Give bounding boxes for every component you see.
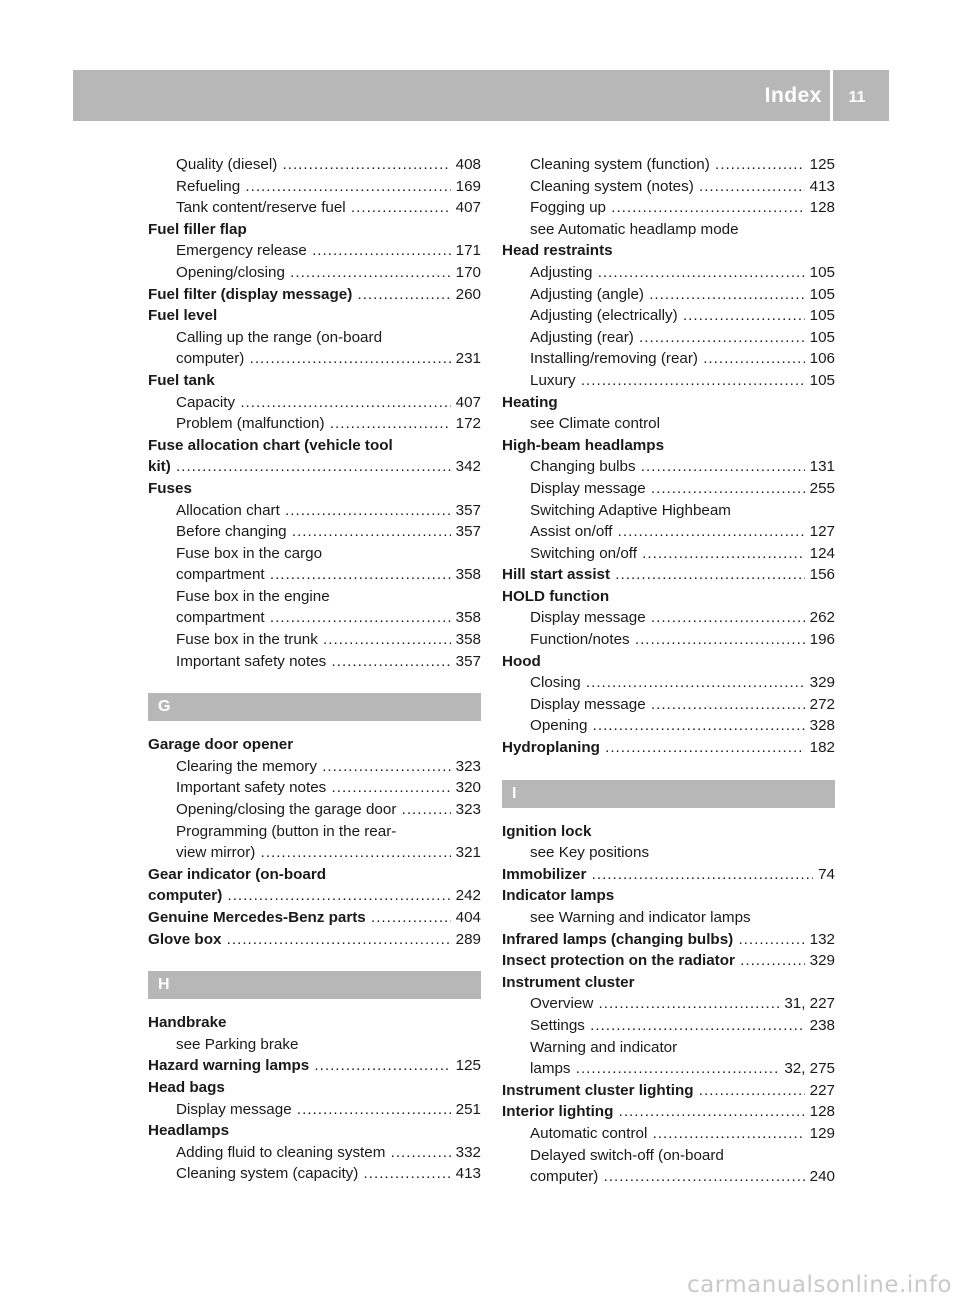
- entry-page-number[interactable]: 242: [451, 885, 481, 907]
- index-subentry: [502, 1145, 835, 1167]
- index-column-right: [502, 154, 835, 1188]
- entry-page-number[interactable]: 128: [805, 1101, 835, 1123]
- entry-text: Overview .....: [530, 995, 835, 1012]
- entry-page-number[interactable]: 357: [451, 500, 481, 522]
- index-subentry[interactable]: [502, 348, 835, 370]
- index-subentry[interactable]: [148, 176, 481, 198]
- entry-text: Changing bulbs .....: [530, 458, 835, 475]
- index-subentry: [502, 1037, 835, 1059]
- section-header: I: [502, 780, 835, 808]
- entry-page-number[interactable]: 105: [805, 262, 835, 284]
- entry-text: Adjusting (electrically) .....: [530, 307, 835, 324]
- entry-text: compartment .....: [176, 566, 481, 583]
- entry-page-number[interactable]: 105: [805, 305, 835, 327]
- entry-text: Adjusting .....: [530, 264, 835, 281]
- index-subentry[interactable]: [502, 305, 835, 327]
- index-entry: [148, 435, 481, 457]
- entry-page-number[interactable]: 251: [451, 1099, 481, 1121]
- index-entry: [502, 972, 835, 994]
- entry-page-number[interactable]: 105: [805, 284, 835, 306]
- entry-text: Instrument cluster lighting .....: [502, 1082, 835, 1099]
- index-subentry[interactable]: [148, 1142, 481, 1164]
- index-subentry[interactable]: [148, 1163, 481, 1185]
- entry-page-number[interactable]: 231: [451, 348, 481, 370]
- entry-text: Hill start assist .....: [502, 566, 835, 583]
- index-subentry: [148, 821, 481, 843]
- index-entry: [148, 1120, 481, 1142]
- index-subentry[interactable]: [502, 993, 835, 1015]
- index-subentry[interactable]: [502, 197, 835, 219]
- index-subentry: [502, 842, 835, 864]
- entry-text: Hazard warning lamps .....: [148, 1057, 481, 1074]
- page-header: [73, 70, 889, 121]
- entry-text: Fuse box in the engine: [176, 587, 330, 605]
- entry-text: Fuses: [148, 479, 192, 497]
- index-subentry[interactable]: [502, 1166, 835, 1188]
- entry-page-number[interactable]: 272: [805, 694, 835, 716]
- index-entry: [148, 1077, 481, 1099]
- entry-page-number[interactable]: 329: [805, 672, 835, 694]
- entry-text: Gear indicator (on-board: [148, 865, 327, 883]
- index-subentry[interactable]: [502, 543, 835, 565]
- entry-text: Opening .....: [530, 717, 835, 734]
- entry-text: Display message .....: [530, 480, 835, 497]
- entry-text: Problem (malfunction) .....: [176, 415, 481, 432]
- index-entry[interactable]: [502, 564, 835, 586]
- index-entry[interactable]: [502, 950, 835, 972]
- entry-text: Calling up the range (on-board: [176, 328, 383, 346]
- index-subentry[interactable]: [502, 607, 835, 629]
- entry-page-number[interactable]: 105: [805, 327, 835, 349]
- index-entry: [502, 586, 835, 608]
- header-title: Index: [764, 84, 822, 107]
- entry-page-number[interactable]: 156: [805, 564, 835, 586]
- entry-page-number[interactable]: 413: [805, 176, 835, 198]
- entry-page-number[interactable]: 255: [805, 478, 835, 500]
- index-subentry[interactable]: [502, 154, 835, 176]
- index-subentry[interactable]: [502, 284, 835, 306]
- index-subentry[interactable]: [502, 694, 835, 716]
- entry-text: Fogging up .....: [530, 199, 835, 216]
- index-subentry[interactable]: [502, 672, 835, 694]
- entry-text: Important safety notes .....: [176, 779, 481, 796]
- entry-page-number[interactable]: 260: [451, 284, 481, 306]
- entry-text: Luxury .....: [530, 372, 835, 389]
- entry-text: Fuel tank: [148, 371, 215, 389]
- index-entry: [502, 885, 835, 907]
- entry-page-number[interactable]: 170: [451, 262, 481, 284]
- entry-page-number[interactable]: 32, 275: [779, 1058, 835, 1080]
- entry-text: kit) .....: [148, 458, 481, 475]
- index-subentry[interactable]: [502, 456, 835, 478]
- index-subentry[interactable]: [148, 197, 481, 219]
- index-subentry[interactable]: [502, 262, 835, 284]
- watermark: carmanualsonline.info: [686, 1272, 952, 1298]
- entry-page-number[interactable]: 342: [451, 456, 481, 478]
- entry-page-number[interactable]: 129: [805, 1123, 835, 1145]
- entry-text: Headlamps: [148, 1122, 230, 1140]
- page-number: 11: [848, 89, 866, 106]
- entry-text: Handbrake: [148, 1014, 227, 1032]
- entry-page-number[interactable]: 182: [805, 737, 835, 759]
- entry-text: computer) .....: [530, 1168, 835, 1185]
- index-entry: [148, 478, 481, 500]
- entry-text: computer) .....: [176, 350, 481, 367]
- index-subentry: [148, 327, 481, 349]
- index-subentry[interactable]: [148, 842, 481, 864]
- index-subentry[interactable]: [502, 1015, 835, 1037]
- entry-page-number[interactable]: 238: [805, 1015, 835, 1037]
- entry-text: Fuse box in the cargo: [176, 544, 323, 562]
- index-subentry[interactable]: [148, 240, 481, 262]
- index-entry[interactable]: [502, 1101, 835, 1123]
- entry-text: see Key positions: [530, 844, 650, 862]
- entry-page-number[interactable]: 407: [451, 392, 481, 414]
- index-entry: [148, 370, 481, 392]
- entry-text: Infrared lamps (changing bulbs) .....: [502, 931, 835, 948]
- entry-page-number[interactable]: 105: [805, 370, 835, 392]
- entry-page-number[interactable]: 74: [813, 864, 835, 886]
- index-subentry[interactable]: [148, 521, 481, 543]
- index-subentry[interactable]: [502, 327, 835, 349]
- entry-page-number[interactable]: 358: [451, 564, 481, 586]
- index-entry[interactable]: [502, 929, 835, 951]
- index-subentry: [502, 500, 835, 522]
- entry-text: Fuse box in the trunk .....: [176, 631, 481, 648]
- entry-page-number[interactable]: 132: [805, 929, 835, 951]
- index-subentry[interactable]: [148, 1099, 481, 1121]
- entry-text: Hood: [502, 652, 541, 670]
- entry-text: Instrument cluster: [502, 973, 635, 991]
- entry-page-number[interactable]: 357: [451, 651, 481, 673]
- entry-text: Clearing the memory .....: [176, 758, 481, 775]
- index-subentry[interactable]: [148, 154, 481, 176]
- entry-text: Fuel level: [148, 307, 218, 325]
- entry-text: Warning and indicator: [530, 1038, 678, 1056]
- entry-text: Allocation chart .....: [176, 502, 481, 519]
- index-entry[interactable]: [148, 284, 481, 306]
- entry-page-number[interactable]: 196: [805, 629, 835, 651]
- entry-text: Interior lighting .....: [502, 1103, 835, 1120]
- index-entry: [502, 651, 835, 673]
- entry-text: Garage door opener: [148, 736, 294, 754]
- index-subentry[interactable]: [148, 500, 481, 522]
- entry-text: compartment .....: [176, 609, 481, 626]
- entry-text: Hydroplaning .....: [502, 739, 835, 756]
- entry-page-number[interactable]: 328: [805, 715, 835, 737]
- entry-text: see Warning and indicator lamps: [530, 909, 751, 926]
- index-subentry: [148, 586, 481, 608]
- entry-text: Function/notes .....: [530, 631, 835, 648]
- entry-page-number[interactable]: 323: [451, 756, 481, 778]
- index-subentry[interactable]: [502, 1123, 835, 1145]
- index-entry: [148, 305, 481, 327]
- entry-page-number[interactable]: 408: [451, 154, 481, 176]
- entry-text: see Parking brake: [176, 1035, 299, 1053]
- index-entry[interactable]: [148, 929, 481, 951]
- entry-text: Important safety notes .....: [176, 653, 481, 670]
- index-subentry: [148, 1034, 481, 1056]
- entry-page-number[interactable]: 323: [451, 799, 481, 821]
- entry-text: Installing/removing (rear) .....: [530, 350, 835, 367]
- index-entry[interactable]: [502, 737, 835, 759]
- entry-text: Delayed switch-off (on-board: [530, 1146, 724, 1164]
- entry-page-number[interactable]: 262: [805, 607, 835, 629]
- entry-page-number[interactable]: 128: [805, 197, 835, 219]
- entry-text: Insect protection on the radiator .....: [502, 952, 835, 969]
- entry-text: Adjusting (rear) .....: [530, 329, 835, 346]
- entry-page-number[interactable]: 227: [805, 1080, 835, 1102]
- entry-page-number[interactable]: 106: [805, 348, 835, 370]
- entry-text: Fuel filler flap: [148, 220, 247, 238]
- index-subentry[interactable]: [502, 370, 835, 392]
- entry-text: Cleaning system (notes) .....: [530, 178, 835, 195]
- entry-text: Heating: [502, 393, 558, 411]
- entry-text: see Automatic headlamp mode: [530, 220, 739, 238]
- index-subentry[interactable]: [502, 715, 835, 737]
- entry-page-number[interactable]: 358: [451, 607, 481, 629]
- index-entry: [502, 240, 835, 262]
- index-subentry[interactable]: [502, 521, 835, 543]
- entry-text: Cleaning system (capacity) .....: [176, 1165, 481, 1182]
- entry-text: Head bags: [148, 1078, 225, 1096]
- entry-page-number[interactable]: 404: [451, 907, 481, 929]
- entry-text: Quality (diesel) .....: [176, 156, 481, 173]
- entry-page-number[interactable]: 127: [805, 521, 835, 543]
- entry-text: High-beam headlamps: [502, 436, 665, 454]
- index-entry[interactable]: [148, 885, 481, 907]
- entry-text: Automatic control .....: [530, 1125, 835, 1142]
- index-subentry[interactable]: [148, 777, 481, 799]
- index-entry: [502, 821, 835, 843]
- entry-page-number[interactable]: 320: [451, 777, 481, 799]
- index-subentry[interactable]: [502, 1058, 835, 1080]
- index-entry[interactable]: [502, 864, 835, 886]
- index-subentry[interactable]: [502, 478, 835, 500]
- index-subentry: [148, 543, 481, 565]
- entry-text: see Climate control: [530, 415, 660, 433]
- entry-page-number[interactable]: 172: [451, 413, 481, 435]
- index-subentry[interactable]: [502, 176, 835, 198]
- entry-text: Assist on/off .....: [530, 523, 835, 540]
- index-subentry[interactable]: [148, 799, 481, 821]
- entry-text: Adjusting (angle) .....: [530, 286, 835, 303]
- index-subentry[interactable]: [148, 392, 481, 414]
- index-column-left: [148, 154, 481, 1185]
- entry-text: Switching Adaptive Highbeam: [530, 501, 731, 519]
- entry-page-number[interactable]: 407: [451, 197, 481, 219]
- index-entry: [502, 435, 835, 457]
- entry-text: Indicator lamps: [502, 887, 615, 905]
- section-header: H: [148, 971, 481, 999]
- entry-text: Adding fluid to cleaning system .....: [176, 1144, 481, 1161]
- entry-page-number[interactable]: 357: [451, 521, 481, 543]
- entry-text: Display message .....: [530, 696, 835, 713]
- index-subentry[interactable]: [148, 413, 481, 435]
- index-subentry: [502, 413, 835, 435]
- entry-text: Refueling .....: [176, 178, 481, 195]
- entry-page-number[interactable]: 240: [805, 1166, 835, 1188]
- entry-text: Display message .....: [176, 1101, 481, 1118]
- entry-page-number[interactable]: 125: [451, 1055, 481, 1077]
- entry-page-number[interactable]: 31, 227: [779, 993, 835, 1015]
- index-entry: [148, 219, 481, 241]
- index-subentry: [502, 219, 835, 241]
- entry-text: Switching on/off .....: [530, 545, 835, 562]
- entry-text: Closing .....: [530, 674, 835, 691]
- entry-page-number[interactable]: 332: [451, 1142, 481, 1164]
- index-entry[interactable]: [148, 907, 481, 929]
- entry-text: Opening/closing the garage door .....: [176, 801, 481, 818]
- index-entry[interactable]: [502, 1080, 835, 1102]
- entry-text: Immobilizer .....: [502, 866, 835, 883]
- index-entry[interactable]: [148, 456, 481, 478]
- entry-page-number[interactable]: 131: [805, 456, 835, 478]
- entry-page-number[interactable]: 329: [805, 950, 835, 972]
- entry-text: Opening/closing .....: [176, 264, 481, 281]
- index-subentry[interactable]: [502, 629, 835, 651]
- entry-text: computer) .....: [148, 887, 481, 904]
- entry-page-number[interactable]: 289: [451, 929, 481, 951]
- entry-page-number[interactable]: 169: [451, 176, 481, 198]
- entry-text: Emergency release .....: [176, 242, 481, 259]
- entry-page-number[interactable]: 321: [451, 842, 481, 864]
- entry-text: Display message .....: [530, 609, 835, 626]
- entry-page-number[interactable]: 413: [451, 1163, 481, 1185]
- index-subentry: [502, 907, 835, 929]
- index-subentry[interactable]: [148, 607, 481, 629]
- entry-text: Glove box .....: [148, 931, 481, 948]
- index-subentry[interactable]: [148, 756, 481, 778]
- index-subentry[interactable]: [148, 564, 481, 586]
- entry-text: Settings .....: [530, 1017, 835, 1034]
- index-subentry[interactable]: [148, 348, 481, 370]
- entry-text: lamps .....: [530, 1060, 835, 1077]
- index-entry: [502, 392, 835, 414]
- entry-text: Head restraints: [502, 242, 613, 260]
- index-entry: [148, 734, 481, 756]
- entry-text: Fuel filter (display message) .....: [148, 286, 481, 303]
- index-entry: [148, 864, 481, 886]
- entry-text: HOLD function: [502, 587, 610, 605]
- index-subentry[interactable]: [148, 651, 481, 673]
- entry-page-number[interactable]: 124: [805, 543, 835, 565]
- entry-page-number[interactable]: 125: [805, 154, 835, 176]
- section-header: G: [148, 693, 481, 721]
- entry-text: Capacity .....: [176, 394, 481, 411]
- index-entry: [148, 1012, 481, 1034]
- entry-text: Programming (button in the rear-: [176, 822, 397, 840]
- entry-text: view mirror) .....: [176, 844, 481, 861]
- entry-page-number[interactable]: 358: [451, 629, 481, 651]
- index-subentry[interactable]: [148, 262, 481, 284]
- entry-text: Fuse allocation chart (vehicle tool: [148, 436, 393, 454]
- index-entry[interactable]: [148, 1055, 481, 1077]
- entry-text: Cleaning system (function) .....: [530, 156, 835, 173]
- entry-text: Tank content/reserve fuel .....: [176, 199, 481, 216]
- entry-text: Ignition lock: [502, 822, 592, 840]
- entry-page-number[interactable]: 171: [451, 240, 481, 262]
- entry-text: Before changing .....: [176, 523, 481, 540]
- entry-text: Genuine Mercedes-Benz parts .....: [148, 909, 481, 926]
- index-subentry[interactable]: [148, 629, 481, 651]
